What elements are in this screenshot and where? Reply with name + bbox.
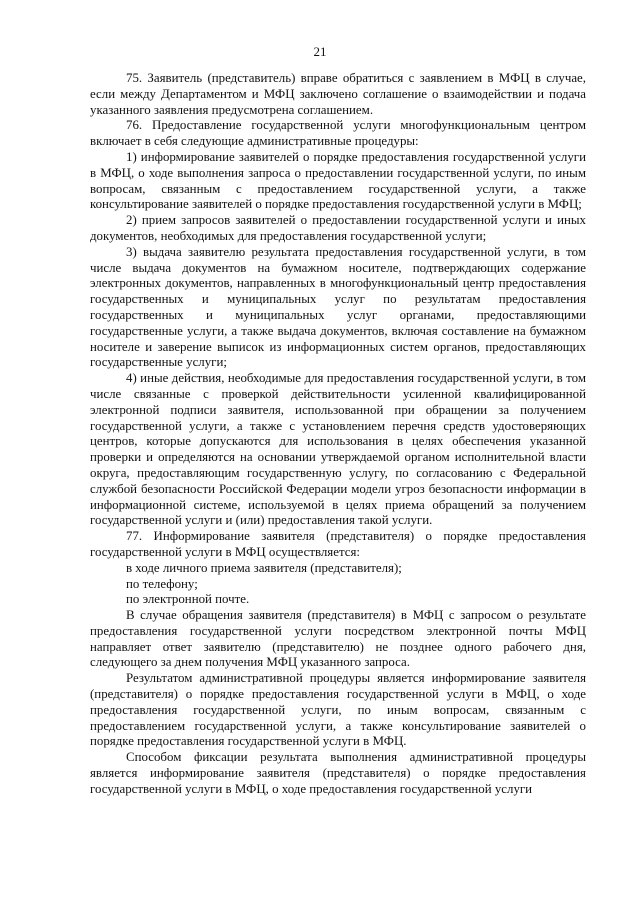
paragraph-75: 75. Заявитель (представитель) вправе обратиться с заявлением в МФЦ в случае, если между Департаментом и МФЦ заключено соглашение о взаимодействии и подача указанного заявления предусмотрена соглашением. — [90, 71, 586, 117]
channel-personal: в ходе личного приема заявителя (представителя); — [126, 560, 402, 575]
list-item-2: 2) прием запросов заявителей о предоставлении государственной услуги и иных документов, необходимых для предоставления государственной услуги; — [90, 213, 586, 243]
paragraph-77: 77. Информирование заявителя (представителя) о порядке предоставления государственной услуги в МФЦ осуществляется: — [90, 529, 586, 559]
document-body — [90, 71, 586, 798]
channel-phone: по телефону; — [126, 576, 198, 591]
channel-email: по электронной почте. — [126, 592, 250, 607]
paragraph-email-request: В случае обращения заявителя (представителя) в МФЦ с запросом о результате предоставления государственной услуги посредством электронной почты МФЦ направляет ответ заявителю (представителю) не позднее одного рабочего дня, следующего за днем получения МФЦ указанного запроса. — [90, 608, 586, 670]
list-item-3: 3) выдача заявителю результата предоставления государственной услуги, в том числе выдача документов на бумажном носителе, подтверждающих содержание электронных документов, направленных в многофункциональный центр предоставления государственных и муниципальных услуг по результатам предоставления государственных и муниципальных услуг органами, предоставляющими государственные услуги, а также выдача документов, включая составление на бумажном носителе и заверение выписок из информационных систем органов, предоставляющих государственные услуги; — [90, 244, 586, 370]
paragraph-result: Результатом административной процедуры является информирование заявителя (представителя) о порядке предоставления государственной услуги в МФЦ, о ходе предоставления государственной услуги, по иным вопросам, связанным с предоставлением государственной услуги, а также консультирование заявителей о порядке предоставления государственной услуги в МФЦ. — [90, 671, 586, 749]
list-item-1: 1) информирование заявителей о порядке предоставления государственной услуги в МФЦ, о ходе выполнения запроса о предоставлении государственной услуги, по иным вопросам, связанным с предоставлением государственной услуги, а также консультирование заявителей о порядке предоставления государственной услуги в МФЦ; — [90, 149, 586, 212]
list-item-4: 4) иные действия, необходимые для предоставления государственной услуги, в том числе связанные с проверкой действительности усиленной квалифицированной электронной подписи заявителя, использованной при обращении за получением государственной услуги, а также с установлением перечня средств удостоверяющих центров, которые допускаются для использования в целях обеспечения указанной проверки и определяются на основании утверждаемой органом исполнительной власти округа, предоставляющим государственную услугу, по согласованию с Федеральной службой безопасности Российской Федерации модели угроз безопасности информации в информационной системе, используемой в целях приема обращений за получением государственной услуги и (или) предоставления такой услуги. — [90, 371, 586, 528]
paragraph-fixation: Способом фиксации результата выполнения административной процедуры является информирование заявителя (представителя) о порядке предоставления государственной услуги в МФЦ, о ходе предоставления государственной услуги — [90, 750, 586, 796]
page-number: 21 — [313, 44, 327, 59]
paragraph-76: 76. Предоставление государственной услуги многофункциональным центром включает в себя следующие административные процедуры: — [90, 118, 586, 149]
